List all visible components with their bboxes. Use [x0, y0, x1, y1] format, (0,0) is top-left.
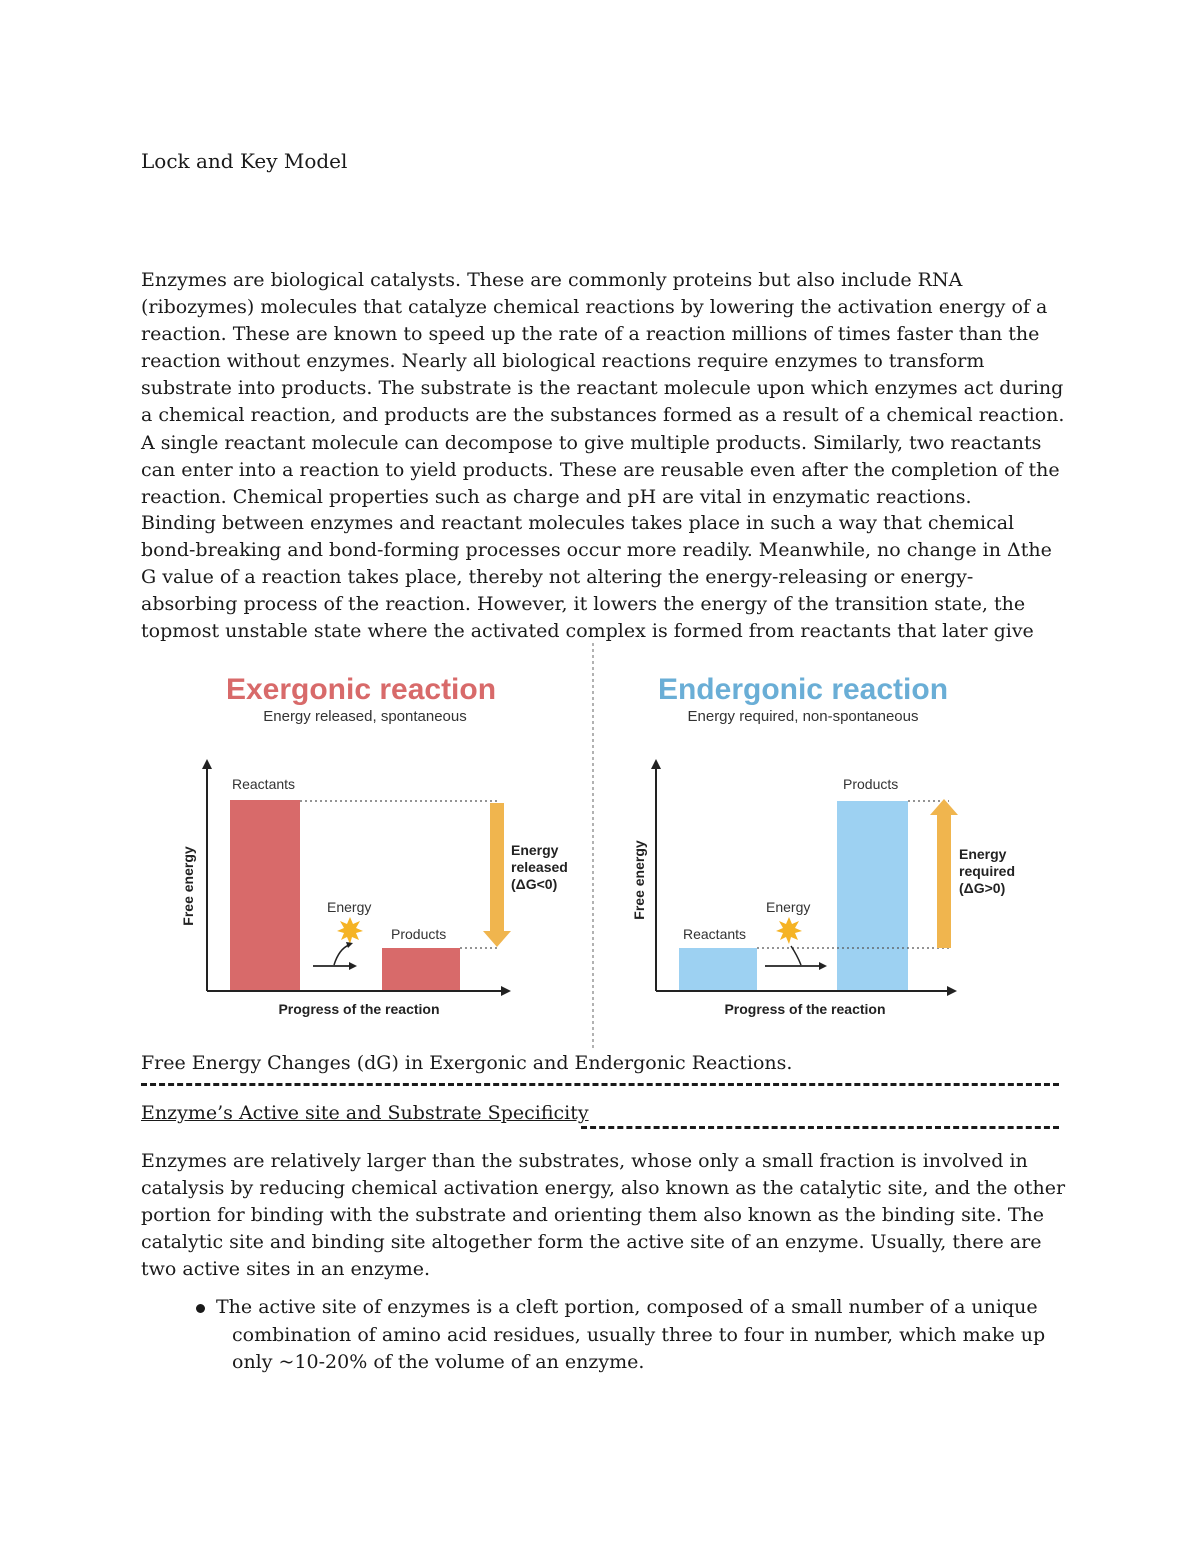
- free-energy-diagram: [141, 643, 1060, 1048]
- endergonic-subtitle: Energy required, non-spontaneous: [687, 708, 919, 725]
- document-title: Lock and Key Model: [141, 149, 348, 173]
- exergonic-products-label: Products: [391, 926, 447, 942]
- endergonic-products-bar: [837, 801, 908, 990]
- exergonic-title: Exergonic reaction: [225, 673, 497, 706]
- endergonic-reactants-bar: [679, 948, 757, 990]
- exergonic-x-label: Progress of the reaction: [278, 1001, 440, 1017]
- bullet-text: [216, 1294, 1046, 1377]
- list-item: [196, 1294, 1046, 1377]
- endergonic-annotation-line1: Energy: [959, 846, 1007, 862]
- bullet-line: only ~10-20% of the volume of an enzyme.: [232, 1351, 645, 1373]
- bullet-line: The active site of enzymes is a cleft portion, composed of a small number of a unique: [216, 1296, 1038, 1318]
- paragraph-binding: Binding between enzymes and reactant molecules takes place in such a way that chemical bond-breaking and bond-forming processes occur more readily. Meanwhile, no change in Δthe G value of a reaction takes place, thereby not altering the energy-releasing or energy-absorbing process of the reaction. However, it lowers the energy of the transition state, the topmost unstable state where the activated complex is formed from reactants that later give: [141, 512, 1052, 643]
- endergonic-annotation-line3: (ΔG>0): [959, 880, 1006, 896]
- exergonic-annotation-line1: Energy: [511, 842, 559, 858]
- exergonic-annotation-line3: (ΔG<0): [511, 876, 558, 892]
- endergonic-x-label: Progress of the reaction: [724, 1001, 886, 1017]
- endergonic-products-label: Products: [843, 776, 899, 792]
- free-energy-figure: [141, 643, 1060, 1048]
- exergonic-y-label: Free energy: [180, 846, 196, 926]
- paragraph-active-site: Enzymes are relatively larger than the substrates, whose only a small fraction is involved in catalysis by reducing chemical activation energy, also known as the catalytic site, and the other portion for binding with the substrate and orienting them also known as the binding site. The catalytic site and binding site altogether form the active site of an enzyme. Usually, there are two active sites in an enzyme.: [141, 1150, 1066, 1281]
- exergonic-delta-arrow-shaft: [490, 803, 504, 931]
- dashed-separator: [141, 1083, 1059, 1086]
- bullet-list: [196, 1294, 1046, 1377]
- section-heading-row: [141, 1102, 1059, 1132]
- endergonic-energy-label: Energy: [766, 899, 811, 915]
- bullet-line: combination of amino acid residues, usually three to four in number, which make up: [232, 1323, 1046, 1346]
- section-title: Enzyme’s Active site and Substrate Specificity: [141, 1102, 589, 1124]
- exergonic-energy-label: Energy: [327, 899, 372, 915]
- exergonic-reactants-label: Reactants: [232, 776, 296, 792]
- paragraph-intro: Enzymes are biological catalysts. These are commonly proteins but also include RNA (ribozymes) molecules that catalyze chemical reactions by lowering the activation energy of a reaction. These are known to speed up the rate of a reaction millions of times faster than the reaction without enzymes. Nearly all biological reactions require enzymes to transform substrate into products. The substrate is the reactant molecule upon which enzymes act during a chemical reaction, and products are the substances formed as a result of a chemical reaction. A single reactant molecule can decompose to give multiple products. Similarly, two reactants can enter into a reaction to yield products. These are reusable even after the completion of the reaction. Chemical properties such as charge and pH are vital in enzymatic reactions.: [141, 269, 1065, 508]
- section-dashed-rule: [581, 1126, 1059, 1129]
- bullet-icon: [196, 1304, 205, 1313]
- endergonic-y-label: Free energy: [631, 840, 647, 920]
- exergonic-annotation-line2: released: [511, 859, 568, 875]
- exergonic-products-bar: [382, 948, 460, 990]
- endergonic-title: Endergonic reaction: [657, 673, 949, 706]
- endergonic-reactants-label: Reactants: [683, 926, 747, 942]
- exergonic-reactants-bar: [230, 800, 300, 990]
- figure-caption: Free Energy Changes (dG) in Exergonic and Endergonic Reactions.: [141, 1052, 793, 1074]
- endergonic-delta-arrow-shaft: [937, 813, 951, 948]
- endergonic-annotation-line2: required: [959, 863, 1016, 879]
- exergonic-subtitle: Energy released, spontaneous: [263, 708, 467, 725]
